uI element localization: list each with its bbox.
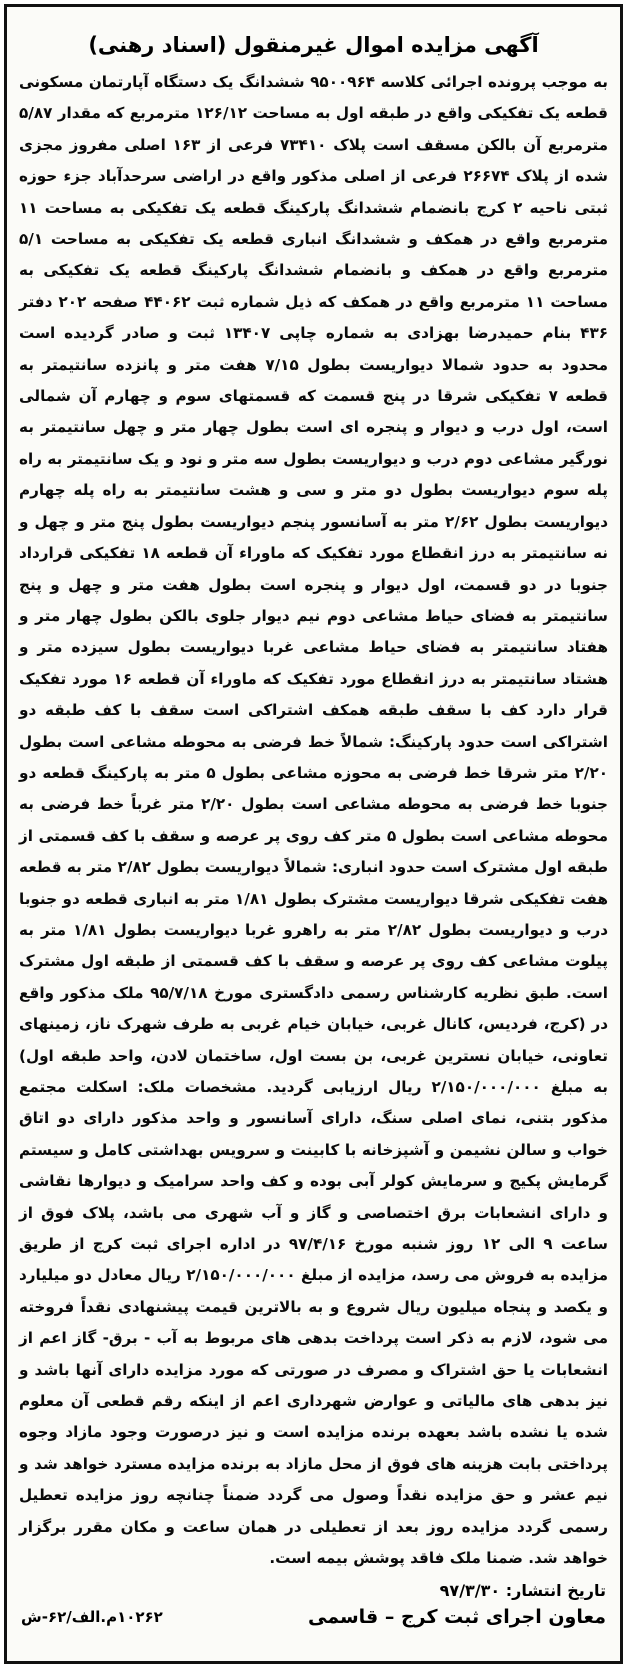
notice-footer bbox=[21, 1606, 606, 1628]
notice-body-text: به موجب پرونده اجرائی کلاسه ۹۵۰۰۹۶۴ ششدانگ یک دستگاه آپارتمان مسکونی قطعه یک تفکیکی واقع در طبقه اول به مساحت ۱۲۶/۱۲ مترمربع که مقدار ۵/۸۷ مترمربع آن بالکن مسقف است پلاک ۷۳۴۱۰ فرعی از ۱۶۳ اصلی مفروز مجزی شده از پلاک ۲۶۶۷۴ فرعی از اصلی مذکور واقع در اراضی سرحدآباد جزء حوزه ثبتی ناحیه ۲ کرج بانضمام ششدانگ پارکینگ قطعه یک تفکیکی به مساحت ۱۱ مترمربع واقع در همکف و ششدانگ انباری قطعه یک تفکیکی به مساحت ۵/۱ مترمربع واقع در همکف و بانضمام ششدانگ پارکینگ قطعه یک تفکیکی به مساحت ۱۱ مترمربع واقع در همکف که ذیل شماره ثبت ۴۴۰۶۲ صفحه ۲۰۲ دفتر ۴۳۶ بنام حمیدرضا بهزادی به شماره چاپی ۱۳۴۰۷ ثبت و صادر گردیده است محدود به حدود شمالا دیواریست بطول ۷/۱۵ هفت متر و پانزده سانتیمتر به قطعه ۷ تفکیکی شرقا در پنج قسمت که قسمتهای سوم و چهارم آن شمالی است، اول درب و دیوار و پنجره ای است بطول چهار متر و چهل سانتیمتر به نورگیر مشاعی دوم درب و دیواریست بطول سه متر و نود و یک سانتیمتر به راه پله سوم دیواریست بطول دو متر و سی و هشت سانتیمتر به راه پله چهارم دیواریست بطول ۲/۶۲ متر به آسانسور پنجم دیواریست بطول پنج متر و چهل و نه سانتیمتر به درز انقطاع مورد تفکیک که ماوراء آن قطعه ۱۸ تفکیکی قرارداد جنوبا در دو قسمت، اول دیوار و پنجره است بطول هفت متر و چهل و پنج سانتیمتر به فضای حیاط مشاعی دوم نیم دیوار جلوی بالکن بطول چهار متر و هفتاد سانتیمتر به فضای حیاط مشاعی غربا دیواریست بطول سیزده متر و هشتاد سانتیمتر به درز انقطاع مورد تفکیک که ماوراء آن قطعه ۱۶ مورد تفکیک قرار دارد کف با سقف طبقه همکف اشتراکی است سقف با کف طبقه دو اشتراکی است حدود پارکینگ: شمالاً خط فرضی به محوطه مشاعی است بطول ۲/۲۰ متر شرقا خط فرضی به محوزه مشاعی بطول ۵ متر به پارکینگ قطعه دو جنوبا خط فرضی به محوطه مشاعی است بطول ۲/۲۰ متر غرباً خط فرضی به محوطه مشاعی است بطول ۵ متر کف روی پر عرصه و سقف با کف قسمتی از طبقه اول مشترک است حدود انباری: شمالاً دیواریست بطول ۲/۸۲ متر به قطعه هفت تفکیکی شرقا دیواریست مشترک بطول ۱/۸۱ متر به انباری قطعه دو جنوبا درب و دیواریست بطول ۲/۸۲ متر به راهرو غربا دیواریست بطول ۱/۸۱ متر به پیلوت مشاعی کف روی پر عرصه و سقف با کف قسمتی از طبقه اول مشترک است. طبق نظریه کارشناس رسمی دادگستری مورخ ۹۵/۷/۱۸ ملک مذکور واقع در (کرج، فردیس، کانال غربی، خیابان خیام غربی به طرف شهرک ناز، زمینهای تعاونی، خیابان نسترین غربی، بن بست اول، ساختمان لادن، واحد طبقه اول) به مبلغ ۲/۱۵۰/۰۰۰/۰۰۰ ریال ارزیابی گردید. مشخصات ملک: اسکلت مجتمع مذکور بتنی، نمای اصلی سنگ، دارای آسانسور و واحد مذکور دارای دو اتاق خواب و سالن نشیمن و آشپزخانه با کابینت و سرویس بهداشتی کامل و سیستم گرمایش پکیج و سرمایش کولر آبی بوده و کف واحد سرامیک و دیوارها نقاشی و دارای انشعابات برق اختصاصی و گاز و آب شهری می باشد، پلاک فوق از ساعت ۹ الی ۱۲ روز شنبه مورخ ۹۷/۴/۱۶ در اداره اجرای ثبت کرج از طریق مزایده به فروش می رسد، مزایده از مبلغ ۲/۱۵۰/۰۰۰/۰۰۰ ریال معادل دو میلیارد و یکصد و پنجاه میلیون ریال شروع و به بالاترین قیمت پیشنهادی نقداً فروخته می شود، لازم به ذکر است پرداخت بدهی های مربوط به آب - برق- گاز اعم از انشعابات یا حق اشتراک و مصرف در صورتی که مورد مزایده دارای آنها باشد و نیز بدهی های مالیاتی و عوارض شهرداری اعم از اینکه رقم قطعی آن معلوم شده یا نشده باشد بعهده برنده مزایده است و نیز درصورت وجود مازاد وجوه پرداختی بابت هزینه های فوق از محل مازاد به برنده مزایده مسترد خواهد شد و نیم عشر و حق مزایده نقداً وصول می گردد ضمناً چنانچه روز مزایده تعطیل رسمی گردد مزایده روز بعد از تعطیلی در همان ساعت و مکان مقرر برگزار خواهد شد. ضمنا ملک فاقد پوشش بیمه است. bbox=[19, 73, 609, 1568]
reference-code: ۱۰۲۶۲م.الف/۶۲-ش bbox=[21, 1607, 163, 1626]
auction-notice bbox=[4, 4, 623, 1664]
publish-date: تاریخ انتشار: ۹۷/۳/۳۰ bbox=[439, 1580, 606, 1600]
notice-body bbox=[19, 67, 608, 1575]
signature: معاون اجرای ثبت کرج – قاسمی bbox=[308, 1605, 606, 1628]
notice-title: آگهی مزایده اموال غیرمنقول (اسناد رهنی) bbox=[88, 33, 539, 57]
